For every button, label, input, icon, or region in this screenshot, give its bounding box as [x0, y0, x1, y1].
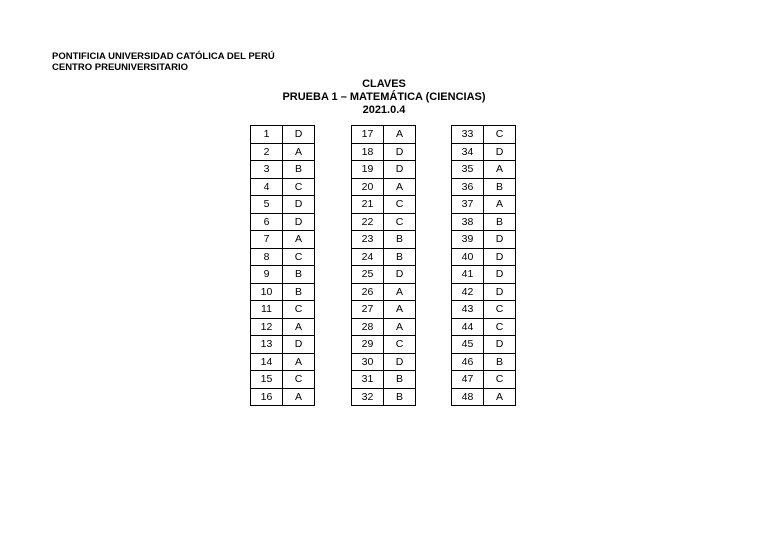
question-number: 11	[251, 301, 283, 319]
table-row	[352, 371, 416, 389]
table-row	[452, 353, 516, 371]
table-row	[251, 336, 315, 354]
table-row	[452, 213, 516, 231]
question-number: 19	[352, 161, 384, 179]
table-row	[352, 353, 416, 371]
document-subtitle: PRUEBA 1 – MATEMÁTICA (CIENCIAS)	[282, 91, 486, 103]
question-number: 10	[251, 283, 283, 301]
answer-letter: A	[384, 126, 416, 144]
question-number: 45	[452, 336, 484, 354]
answer-letter: A	[283, 143, 315, 161]
answer-letter: D	[384, 143, 416, 161]
table-row	[352, 196, 416, 214]
answer-letter: C	[283, 371, 315, 389]
answer-letter: C	[384, 336, 416, 354]
answer-letter: A	[484, 196, 516, 214]
question-number: 33	[452, 126, 484, 144]
question-number: 23	[352, 231, 384, 249]
answer-letter: A	[384, 283, 416, 301]
answer-letter: B	[283, 283, 315, 301]
question-number: 24	[352, 248, 384, 266]
table-row	[251, 126, 315, 144]
question-number: 31	[352, 371, 384, 389]
table-row	[452, 336, 516, 354]
table-row	[251, 248, 315, 266]
table-row	[251, 388, 315, 406]
question-number: 4	[251, 178, 283, 196]
table-row	[352, 231, 416, 249]
answer-letter: B	[384, 371, 416, 389]
document-titles	[234, 78, 534, 117]
table-row	[452, 388, 516, 406]
answer-letter: B	[384, 231, 416, 249]
table-row	[452, 371, 516, 389]
answer-table-3	[451, 125, 516, 406]
answer-letter: A	[384, 318, 416, 336]
table-row	[352, 318, 416, 336]
document-code: 2021.0.4	[362, 104, 406, 116]
question-number: 44	[452, 318, 484, 336]
question-number: 35	[452, 161, 484, 179]
table-row	[452, 231, 516, 249]
table-row	[251, 231, 315, 249]
answer-letter: D	[283, 126, 315, 144]
question-number: 37	[452, 196, 484, 214]
answer-letter: C	[384, 196, 416, 214]
question-number: 47	[452, 371, 484, 389]
table-row	[452, 196, 516, 214]
answer-letter: B	[484, 178, 516, 196]
question-number: 30	[352, 353, 384, 371]
question-number: 29	[352, 336, 384, 354]
table-row	[251, 143, 315, 161]
table-row	[352, 336, 416, 354]
question-number: 42	[452, 283, 484, 301]
question-number: 40	[452, 248, 484, 266]
question-number: 38	[452, 213, 484, 231]
answer-letter: C	[484, 126, 516, 144]
answer-letter: D	[484, 231, 516, 249]
question-number: 22	[352, 213, 384, 231]
answer-letter: D	[484, 143, 516, 161]
question-number: 20	[352, 178, 384, 196]
table-row	[251, 161, 315, 179]
table-row	[352, 248, 416, 266]
answer-letter: A	[384, 301, 416, 319]
document-title: CLAVES	[362, 78, 406, 90]
answer-table-1	[250, 125, 315, 406]
question-number: 21	[352, 196, 384, 214]
table-row	[352, 283, 416, 301]
question-number: 34	[452, 143, 484, 161]
question-number: 46	[452, 353, 484, 371]
answer-letter: D	[384, 353, 416, 371]
question-number: 48	[452, 388, 484, 406]
table-row	[251, 283, 315, 301]
table-row	[251, 301, 315, 319]
answer-letter: A	[283, 353, 315, 371]
question-number: 39	[452, 231, 484, 249]
answer-letter: C	[484, 318, 516, 336]
table-row	[452, 126, 516, 144]
question-number: 26	[352, 283, 384, 301]
question-number: 12	[251, 318, 283, 336]
answer-letter: A	[283, 318, 315, 336]
answer-letter: B	[484, 353, 516, 371]
answer-table-2	[351, 125, 416, 406]
answer-letter: A	[283, 388, 315, 406]
answer-letter: B	[384, 248, 416, 266]
question-number: 36	[452, 178, 484, 196]
table-row	[452, 266, 516, 284]
institution-name: PONTIFICIA UNIVERSIDAD CATÓLICA DEL PERÚ	[52, 51, 275, 62]
question-number: 8	[251, 248, 283, 266]
table-row	[251, 318, 315, 336]
answer-letter: D	[283, 196, 315, 214]
answer-letter: D	[384, 161, 416, 179]
table-row	[452, 248, 516, 266]
answer-letter: C	[484, 371, 516, 389]
table-row	[452, 283, 516, 301]
table-row	[352, 126, 416, 144]
answer-letter: C	[283, 301, 315, 319]
question-number: 6	[251, 213, 283, 231]
table-row	[352, 388, 416, 406]
table-row	[352, 178, 416, 196]
question-number: 9	[251, 266, 283, 284]
question-number: 32	[352, 388, 384, 406]
question-number: 1	[251, 126, 283, 144]
answer-letter: C	[283, 178, 315, 196]
table-row	[452, 178, 516, 196]
table-row	[452, 301, 516, 319]
answer-letter: A	[484, 161, 516, 179]
question-number: 41	[452, 266, 484, 284]
table-row	[452, 143, 516, 161]
answer-letter: C	[484, 301, 516, 319]
answer-letter: C	[384, 213, 416, 231]
answer-letter: D	[384, 266, 416, 284]
question-number: 7	[251, 231, 283, 249]
question-number: 13	[251, 336, 283, 354]
question-number: 25	[352, 266, 384, 284]
answer-letter: C	[283, 248, 315, 266]
answer-letter: D	[484, 248, 516, 266]
answer-letter: B	[384, 388, 416, 406]
answer-letter: B	[484, 213, 516, 231]
question-number: 28	[352, 318, 384, 336]
table-row	[452, 161, 516, 179]
table-row	[251, 213, 315, 231]
answer-letter: D	[484, 336, 516, 354]
answer-letter: A	[283, 231, 315, 249]
table-row	[352, 301, 416, 319]
table-row	[251, 178, 315, 196]
table-row	[251, 353, 315, 371]
question-number: 43	[452, 301, 484, 319]
answer-letter: B	[283, 161, 315, 179]
question-number: 27	[352, 301, 384, 319]
answer-letter: B	[283, 266, 315, 284]
question-number: 15	[251, 371, 283, 389]
answer-letter: D	[484, 283, 516, 301]
table-row	[251, 266, 315, 284]
question-number: 3	[251, 161, 283, 179]
answer-letter: A	[484, 388, 516, 406]
table-row	[352, 213, 416, 231]
answer-letter: D	[283, 336, 315, 354]
table-row	[251, 371, 315, 389]
center-name: CENTRO PREUNIVERSITARIO	[52, 62, 189, 73]
table-row	[452, 318, 516, 336]
table-row	[352, 266, 416, 284]
question-number: 16	[251, 388, 283, 406]
answer-letter: D	[484, 266, 516, 284]
question-number: 18	[352, 143, 384, 161]
question-number: 14	[251, 353, 283, 371]
table-row	[352, 143, 416, 161]
question-number: 5	[251, 196, 283, 214]
answer-letter: A	[384, 178, 416, 196]
table-row	[352, 161, 416, 179]
table-row	[251, 196, 315, 214]
question-number: 17	[352, 126, 384, 144]
document-header	[52, 51, 275, 73]
answer-letter: D	[283, 213, 315, 231]
question-number: 2	[251, 143, 283, 161]
